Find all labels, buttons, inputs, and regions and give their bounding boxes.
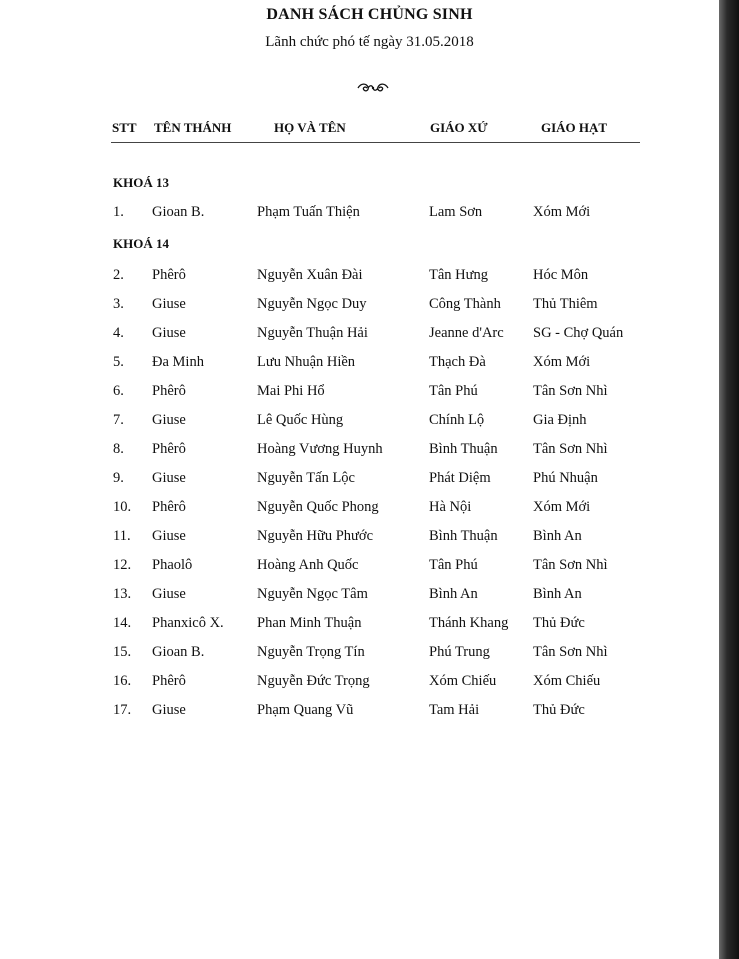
- cell-ho-va-ten: Nguyễn Thuận Hải: [257, 325, 368, 341]
- cell-ho-va-ten: Lưu Nhuận Hiền: [257, 354, 356, 370]
- cell-ten-thanh: Giuse: [152, 412, 186, 428]
- column-header-stt: STT: [112, 120, 137, 135]
- cell-ho-va-ten: Phạm Tuấn Thiện: [257, 204, 360, 220]
- cell-stt: 4.: [113, 325, 124, 341]
- cell-ten-thanh: Giuse: [152, 528, 186, 544]
- section-label: KHOÁ 13: [113, 175, 169, 190]
- cell-stt: 10.: [113, 499, 132, 515]
- cell-giao-hat: SG - Chợ Quán: [533, 325, 624, 341]
- cell-stt: 11.: [113, 528, 131, 544]
- cell-giao-hat: Xóm Chiếu: [533, 673, 601, 689]
- cell-ten-thanh: Giuse: [152, 296, 186, 312]
- column-header-giao-xu: GIÁO XỨ: [430, 120, 488, 135]
- cell-ten-thanh: Phêrô: [152, 441, 186, 457]
- cell-giao-xu: Bình An: [429, 586, 478, 602]
- cell-ten-thanh: Phêrô: [152, 267, 186, 283]
- cell-giao-hat: Bình An: [533, 586, 582, 602]
- cell-giao-hat: Xóm Mới: [533, 499, 591, 515]
- section-label: KHOÁ 14: [113, 236, 169, 251]
- cell-giao-xu: Thạch Đà: [429, 354, 486, 370]
- cell-giao-hat: Tân Sơn Nhì: [533, 383, 608, 399]
- cell-stt: 7.: [113, 412, 124, 428]
- cell-ho-va-ten: Nguyễn Trọng Tín: [257, 644, 365, 660]
- column-header-giao-hat: GIÁO HẠT: [541, 120, 608, 135]
- cell-giao-xu: Jeanne d'Arc: [429, 325, 504, 341]
- cell-stt: 9.: [113, 470, 124, 486]
- flourish-icon: [356, 81, 390, 95]
- cell-ten-thanh: Phaolô: [152, 557, 193, 573]
- header-divider: [111, 142, 640, 143]
- column-header-ho-va-ten: HỌ VÀ TÊN: [274, 120, 346, 135]
- cell-stt: 1.: [113, 204, 124, 220]
- cell-ten-thanh: Phanxicô X.: [152, 615, 224, 631]
- cell-giao-hat: Bình An: [533, 528, 582, 544]
- cell-ho-va-ten: Nguyễn Xuân Đài: [257, 267, 363, 283]
- page-edge-shadow: [719, 0, 739, 959]
- cell-ho-va-ten: Nguyễn Đức Trọng: [257, 673, 370, 689]
- cell-stt: 8.: [113, 441, 124, 457]
- cell-stt: 17.: [113, 702, 132, 718]
- cell-ten-thanh: Phêrô: [152, 383, 186, 399]
- cell-stt: 2.: [113, 267, 124, 283]
- cell-ho-va-ten: Nguyễn Ngọc Tâm: [257, 586, 368, 602]
- cell-ho-va-ten: Nguyễn Tấn Lộc: [257, 470, 355, 486]
- cell-stt: 3.: [113, 296, 124, 312]
- cell-giao-xu: Tân Hưng: [429, 267, 488, 283]
- cell-giao-xu: Tam Hải: [429, 702, 480, 718]
- cell-giao-xu: Thánh Khang: [429, 615, 509, 631]
- cell-stt: 12.: [113, 557, 132, 573]
- cell-giao-hat: Tân Sơn Nhì: [533, 557, 608, 573]
- cell-giao-xu: Bình Thuận: [429, 441, 498, 457]
- cell-ten-thanh: Gioan B.: [152, 644, 205, 660]
- cell-ten-thanh: Đa Minh: [152, 354, 204, 370]
- cell-ho-va-ten: Phạm Quang Vũ: [257, 702, 354, 718]
- cell-giao-hat: Phú Nhuận: [533, 470, 598, 486]
- cell-stt: 13.: [113, 586, 132, 602]
- cell-ten-thanh: Giuse: [152, 702, 186, 718]
- cell-ten-thanh: Gioan B.: [152, 204, 205, 220]
- cell-ho-va-ten: Nguyễn Quốc Phong: [257, 499, 379, 515]
- cell-giao-xu: Phú Trung: [429, 644, 490, 660]
- cell-stt: 5.: [113, 354, 124, 370]
- cell-giao-xu: Chính Lộ: [429, 412, 485, 428]
- cell-giao-xu: Lam Sơn: [429, 204, 483, 220]
- cell-giao-xu: Phát Diệm: [429, 470, 491, 486]
- cell-ten-thanh: Phêrô: [152, 499, 186, 515]
- cell-stt: 6.: [113, 383, 124, 399]
- cell-giao-xu: Tân Phú: [429, 383, 478, 399]
- cell-giao-xu: Bình Thuận: [429, 528, 498, 544]
- cell-ten-thanh: Giuse: [152, 586, 186, 602]
- cell-giao-hat: Xóm Mới: [533, 354, 591, 370]
- cell-giao-xu: Hà Nội: [429, 499, 472, 515]
- column-header-ten-thanh: TÊN THÁNH: [154, 120, 232, 135]
- cell-ten-thanh: Phêrô: [152, 673, 186, 689]
- cell-stt: 14.: [113, 615, 132, 631]
- cell-ho-va-ten: Hoàng Anh Quốc: [257, 557, 359, 573]
- cell-ten-thanh: Giuse: [152, 470, 186, 486]
- cell-giao-hat: Tân Sơn Nhì: [533, 441, 608, 457]
- cell-ho-va-ten: Nguyễn Ngọc Duy: [257, 296, 367, 312]
- cell-ten-thanh: Giuse: [152, 325, 186, 341]
- document-subtitle: Lãnh chức phó tế ngày 31.05.2018: [265, 34, 474, 50]
- cell-giao-hat: Hóc Môn: [533, 267, 589, 283]
- cell-giao-hat: Thủ Thiêm: [533, 296, 598, 312]
- cell-stt: 16.: [113, 673, 132, 689]
- cell-ho-va-ten: Phan Minh Thuận: [257, 615, 362, 631]
- document-title: DANH SÁCH CHỦNG SINH: [266, 6, 473, 23]
- cell-giao-hat: Thủ Đức: [533, 702, 585, 718]
- cell-stt: 15.: [113, 644, 132, 660]
- cell-giao-hat: Gia Định: [533, 412, 587, 428]
- cell-giao-hat: Thủ Đức: [533, 615, 585, 631]
- cell-ho-va-ten: Mai Phi Hổ: [257, 383, 325, 399]
- cell-giao-xu: Tân Phú: [429, 557, 478, 573]
- cell-giao-hat: Tân Sơn Nhì: [533, 644, 608, 660]
- cell-ho-va-ten: Lê Quốc Hùng: [257, 412, 344, 428]
- cell-giao-hat: Xóm Mới: [533, 204, 591, 220]
- cell-ho-va-ten: Nguyễn Hữu Phước: [257, 528, 374, 544]
- cell-giao-xu: Công Thành: [429, 296, 501, 312]
- cell-giao-xu: Xóm Chiếu: [429, 673, 497, 689]
- cell-ho-va-ten: Hoàng Vương Huynh: [257, 441, 383, 457]
